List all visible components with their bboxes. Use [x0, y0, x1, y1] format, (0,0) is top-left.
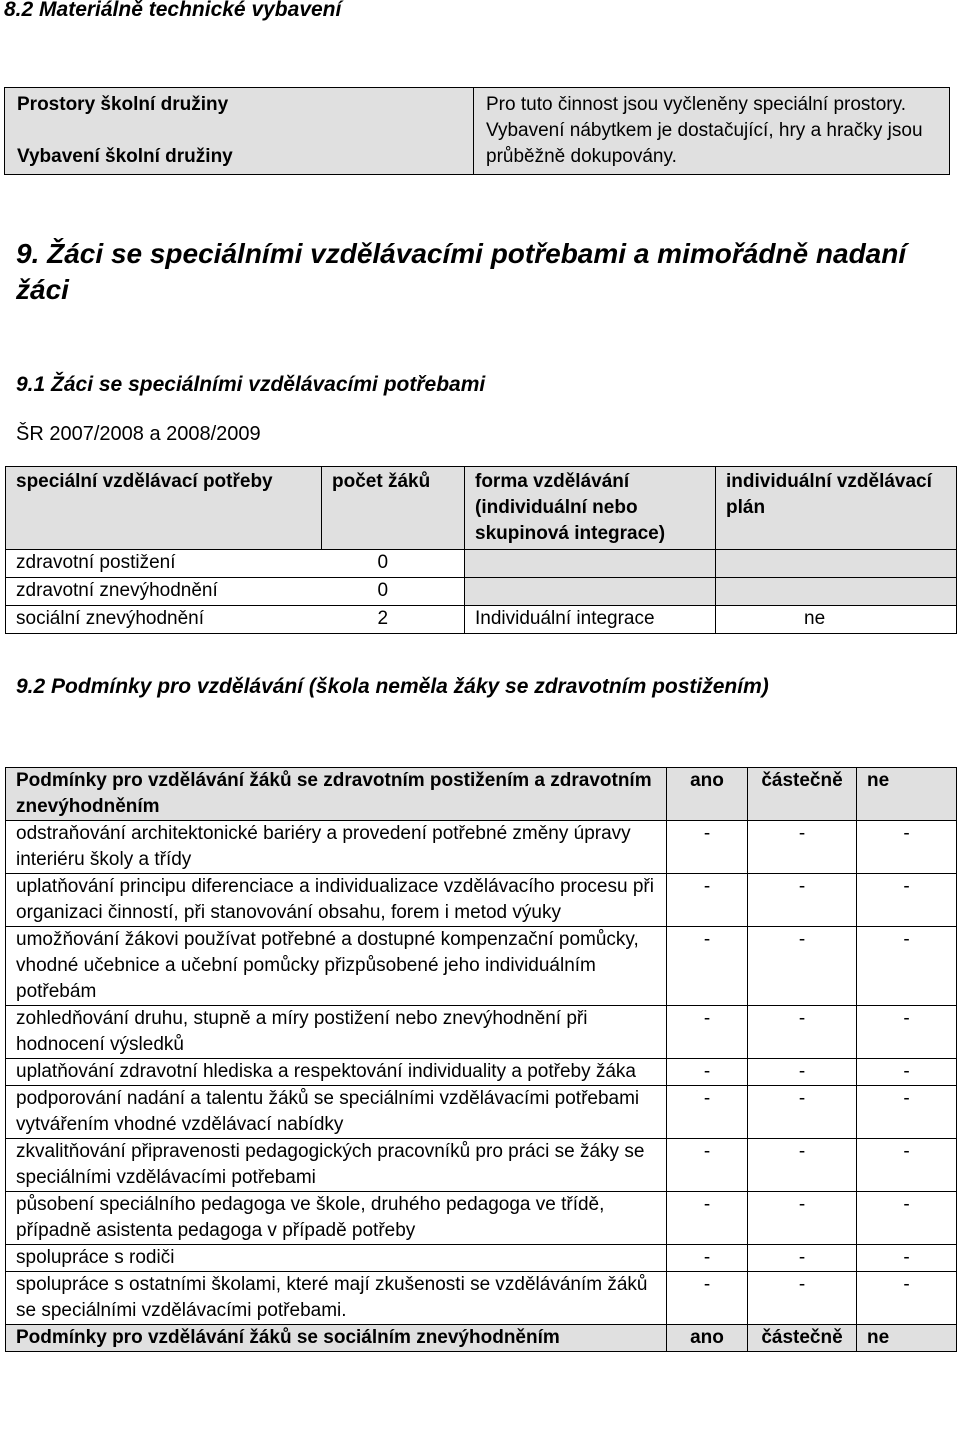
table-row — [6, 606, 957, 634]
ano-cell: - — [667, 1006, 748, 1059]
castecne-cell: - — [748, 1139, 857, 1192]
ano-cell: - — [667, 1139, 748, 1192]
ano-cell: - — [667, 1086, 748, 1139]
table-footer-row — [6, 1325, 957, 1352]
chapter-heading-9: 9. Žáci se speciálními vzdělávacími potřebami a mimořádně nadaní žáci — [16, 238, 907, 305]
column-header: individuální vzdělávací plán — [716, 467, 957, 550]
ne-cell: - — [857, 874, 957, 927]
condition-label: uplatňování zdravotní hlediska a respektování individuality a potřeby žáka — [6, 1059, 667, 1086]
column-header: ano — [667, 768, 748, 821]
column-header: částečně — [748, 1325, 857, 1352]
equipment-label-cell — [5, 88, 474, 175]
table-header-row — [6, 467, 957, 550]
ne-cell: - — [857, 1192, 957, 1245]
condition-label: podporování nadání a talentu žáků se speciálními vzdělávacími potřebami vytvářením vhodné vzdělávací nabídky — [6, 1086, 667, 1139]
plan-cell: ne — [716, 606, 957, 634]
ne-cell: - — [857, 1272, 957, 1325]
ne-cell: - — [857, 1059, 957, 1086]
castecne-cell: - — [748, 821, 857, 874]
castecne-cell: - — [748, 1059, 857, 1086]
equipment-value: Vybavení nábytkem je dostačující, hry a hračky jsou průběžně dokupovány. — [486, 120, 923, 167]
condition-label: působení speciálního pedagoga ve škole, druhého pedagoga ve třídě, případně asistenta pedagoga v případě potřeby — [6, 1192, 667, 1245]
table-row — [6, 1006, 957, 1059]
count-cell: 2 — [322, 606, 465, 634]
special-needs-table — [5, 466, 957, 634]
column-header: ne — [857, 768, 957, 821]
need-cell: sociální znevýhodnění — [6, 606, 322, 634]
section-subheading: ŠR 2007/2008 a 2008/2009 — [16, 423, 261, 445]
ano-cell: - — [667, 927, 748, 1006]
form-cell: Individuální integrace — [465, 606, 716, 634]
castecne-cell: - — [748, 1086, 857, 1139]
section-heading-9-1: 9.1 Žáci se speciálními vzdělávacími potřebami — [16, 373, 486, 396]
condition-label: uplatňování principu diferenciace a individualizace vzdělávacího procesu při organizaci činností, při stanovování obsahu, forem i metod výuky — [6, 874, 667, 927]
count-cell: 0 — [322, 578, 465, 606]
ano-cell: - — [667, 1272, 748, 1325]
ano-cell: - — [667, 1192, 748, 1245]
table-row — [6, 1059, 957, 1086]
column-header: částečně — [748, 768, 857, 821]
ano-cell: - — [667, 1245, 748, 1272]
column-header: speciální vzdělávací potřeby — [6, 467, 322, 550]
table-header-row — [6, 768, 957, 821]
spacer — [17, 118, 465, 144]
table-row — [6, 1272, 957, 1325]
ne-cell: - — [857, 1139, 957, 1192]
castecne-cell: - — [748, 1245, 857, 1272]
table-row — [6, 874, 957, 927]
equipment-label: Vybavení školní družiny — [17, 146, 233, 167]
table-row — [6, 821, 957, 874]
ne-cell: - — [857, 821, 957, 874]
table-row — [6, 1245, 957, 1272]
equipment-table — [4, 87, 950, 175]
castecne-cell: - — [748, 1272, 857, 1325]
equipment-value: Pro tuto činnost jsou vyčleněny speciální prostory. — [486, 94, 906, 115]
count-cell: 0 — [322, 550, 465, 578]
table-row — [5, 88, 950, 175]
equipment-value-cell — [474, 88, 950, 175]
conditions-table — [5, 767, 957, 1352]
column-header: ano — [667, 1325, 748, 1352]
castecne-cell: - — [748, 1192, 857, 1245]
column-header: forma vzdělávání (individuální nebo skupinová integrace) — [465, 467, 716, 550]
table-row — [6, 1192, 957, 1245]
column-header: ne — [857, 1325, 957, 1352]
plan-cell — [716, 550, 957, 578]
ne-cell: - — [857, 1006, 957, 1059]
column-header: Podmínky pro vzdělávání žáků se sociálním znevýhodněním — [6, 1325, 667, 1352]
castecne-cell: - — [748, 927, 857, 1006]
condition-label: spolupráce s ostatními školami, které mají zkušenosti se vzděláváním žáků se speciálními vzdělávacími potřebami. — [6, 1272, 667, 1325]
condition-label: zohledňování druhu, stupně a míry postižení nebo znevýhodnění při hodnocení výsledků — [6, 1006, 667, 1059]
ano-cell: - — [667, 821, 748, 874]
need-cell: zdravotní postižení — [6, 550, 322, 578]
equipment-label: Prostory školní družiny — [17, 94, 229, 115]
condition-label: odstraňování architektonické bariéry a provedení potřebné změny úpravy interiéru školy a třídy — [6, 821, 667, 874]
ne-cell: - — [857, 927, 957, 1006]
form-cell — [465, 578, 716, 606]
ano-cell: - — [667, 1059, 748, 1086]
table-row — [6, 1139, 957, 1192]
table-row — [6, 1086, 957, 1139]
need-cell: zdravotní znevýhodnění — [6, 578, 322, 606]
form-cell — [465, 550, 716, 578]
castecne-cell: - — [748, 1006, 857, 1059]
section-heading-8-2: 8.2 Materiálně technické vybavení — [4, 0, 342, 21]
condition-label: spolupráce s rodiči — [6, 1245, 667, 1272]
condition-label: zkvalitňování připravenosti pedagogických pracovníků pro práci se žáky se speciálními vzdělávacími potřebami — [6, 1139, 667, 1192]
ne-cell: - — [857, 1245, 957, 1272]
castecne-cell: - — [748, 874, 857, 927]
plan-cell — [716, 578, 957, 606]
condition-label: umožňování žákovi používat potřebné a dostupné kompenzační pomůcky, vhodné učebnice a učební pomůcky přizpůsobené jeho individuálním potřebám — [6, 927, 667, 1006]
section-heading-9-2: 9.2 Podmínky pro vzdělávání (škola neměla žáky se zdravotním postižením) — [16, 675, 769, 698]
table-row — [6, 550, 957, 578]
column-header: počet žáků — [322, 467, 465, 550]
table-row — [6, 927, 957, 1006]
table-row — [6, 578, 957, 606]
column-header: Podmínky pro vzdělávání žáků se zdravotním postižením a zdravotním znevýhodněním — [6, 768, 667, 821]
ne-cell: - — [857, 1086, 957, 1139]
ano-cell: - — [667, 874, 748, 927]
